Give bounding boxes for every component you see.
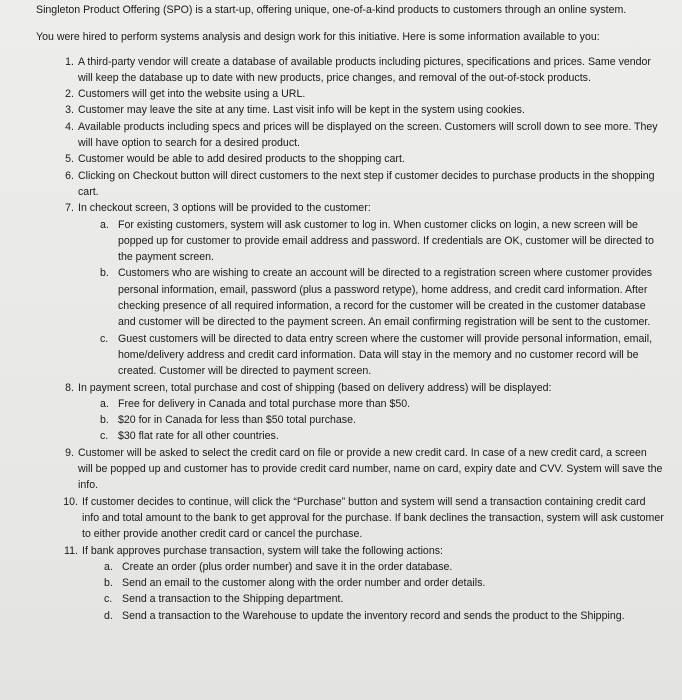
item-number: 2. xyxy=(65,88,74,101)
sub-item-letter: a. xyxy=(100,397,109,410)
intro xyxy=(36,2,664,46)
sub-item-text: Send a transaction to the Warehouse to update the inventory record and sends the product to the Shipping. xyxy=(122,609,625,622)
sub-item-letter: c. xyxy=(100,430,109,443)
sub-list xyxy=(78,217,664,380)
item-number: 4. xyxy=(65,120,74,133)
intro-paragraph: You were hired to perform systems analysis and design work for this initiative. Here is some information available to you: xyxy=(36,31,600,44)
sub-item-text: Create an order (plus order number) and save it in the order database. xyxy=(122,560,453,573)
item-text: Customers will get into the website using a URL. xyxy=(78,88,306,101)
sub-item-letter: c. xyxy=(100,332,109,345)
item-number: 1. xyxy=(65,55,74,68)
sub-list-item xyxy=(78,396,664,412)
sub-list-item xyxy=(78,331,664,380)
item-text: A third-party vendor will create a database of available products including pictures, specifications and prices. Same vendor will keep the database up to date with new products, price changes, and removal of the out-of-stock products. xyxy=(78,55,651,84)
sub-item-letter: b. xyxy=(100,414,109,427)
sub-item-letter: a. xyxy=(100,218,109,231)
sub-item-text: Guest customers will be directed to data entry screen where the customer will provide personal information, email, home/delivery address and credit card information. Data will stay in the memory and no customer record will be created. Customer will be directed to payment screen. xyxy=(118,332,653,378)
list-item xyxy=(36,445,664,494)
sub-item-text: For existing customers, system will ask customer to log in. When customer clicks on login, a new screen will be popped up for customer to provide email address and password. If credentials are OK, customer will be directed to the payment screen. xyxy=(118,218,654,264)
sub-list-item xyxy=(82,591,664,607)
sub-list xyxy=(78,396,664,445)
requirements-list xyxy=(36,54,664,624)
item-text: If bank approves purchase transaction, system will take the following actions: xyxy=(82,544,443,557)
item-text: Clicking on Checkout button will direct customers to the next step if customer decides to purchase products in the shopping cart. xyxy=(78,169,655,198)
intro-paragraph: Singleton Product Offering (SPO) is a start-up, offering unique, one-of-a-kind products to customers through an online system. xyxy=(36,4,627,16)
item-number: 11. xyxy=(64,544,78,557)
item-number: 7. xyxy=(65,202,74,215)
sub-item-text: $20 for in Canada for less than $50 total purchase. xyxy=(118,414,356,427)
list-item xyxy=(36,119,664,152)
list-item xyxy=(36,200,664,379)
item-number: 3. xyxy=(65,104,74,117)
item-number: 5. xyxy=(65,153,74,166)
sub-item-text: $30 flat rate for all other countries. xyxy=(118,430,279,443)
list-item xyxy=(36,54,664,87)
item-text: If customer decides to continue, will click the “Purchase” button and system will send a transaction containing credit card info and total amount to the bank to get approval for the purchase. If bank declines the transaction, system will ask customer to either provide another credit card or cancel the purchase. xyxy=(82,495,664,541)
item-text: Customer will be asked to select the credit card on file or provide a new credit card. In case of a new credit card, a screen will be popped up and customer has to provide credit card number, name on card, expiry date and CVV. System will save the info. xyxy=(78,446,663,492)
list-item xyxy=(36,151,664,167)
sub-item-text: Free for delivery in Canada and total purchase more than $50. xyxy=(118,397,411,410)
item-text: Available products including specs and prices will be displayed on the screen. Customers will scroll down to see more. They will have option to search for a desired product. xyxy=(78,120,658,150)
sub-list-item xyxy=(82,575,664,591)
item-text: Customer would be able to add desired products to the shopping cart. xyxy=(78,153,405,166)
sub-item-letter: c. xyxy=(104,593,113,606)
list-item xyxy=(36,543,664,624)
sub-item-letter: b. xyxy=(100,267,109,280)
sub-list-item xyxy=(82,559,664,575)
sub-item-letter: a. xyxy=(104,560,113,573)
sub-item-letter: b. xyxy=(104,577,113,590)
sub-list-item xyxy=(78,412,664,428)
item-number: 9. xyxy=(65,446,74,459)
item-text: In payment screen, total purchase and cost of shipping (based on delivery address) will be displayed: xyxy=(78,381,552,394)
sub-item-text: Customers who are wishing to create an account will be directed to a registration screen where customer provides personal information, email, password (plus a password retype), home address, and credit card information. After checking presence of all required information, a record for the customer will be created in the customer database and customer will be directed to the payment screen. An email confirming registration will be sent to the customer. xyxy=(118,267,653,329)
item-number: 10. xyxy=(63,495,78,508)
list-item xyxy=(36,380,664,445)
sub-list-item xyxy=(82,608,664,624)
list-item xyxy=(36,494,664,543)
sub-list-item xyxy=(78,217,664,266)
list-item xyxy=(36,168,664,201)
sub-item-text: Send a transaction to the Shipping department. xyxy=(122,593,344,606)
list-item xyxy=(36,86,664,102)
item-text: Customer may leave the site at any time. Last visit info will be kept in the system using cookies. xyxy=(78,104,525,117)
sub-list-item xyxy=(78,265,664,330)
item-number: 8. xyxy=(65,381,74,394)
sub-list xyxy=(82,559,664,624)
item-text: In checkout screen, 3 options will be provided to the customer: xyxy=(78,202,371,215)
sub-list-item xyxy=(78,428,664,444)
sub-item-text: Send an email to the customer along with the order number and order details. xyxy=(122,577,486,590)
list-item xyxy=(36,102,664,118)
sub-item-letter: d. xyxy=(104,609,113,622)
item-number: 6. xyxy=(65,169,74,182)
